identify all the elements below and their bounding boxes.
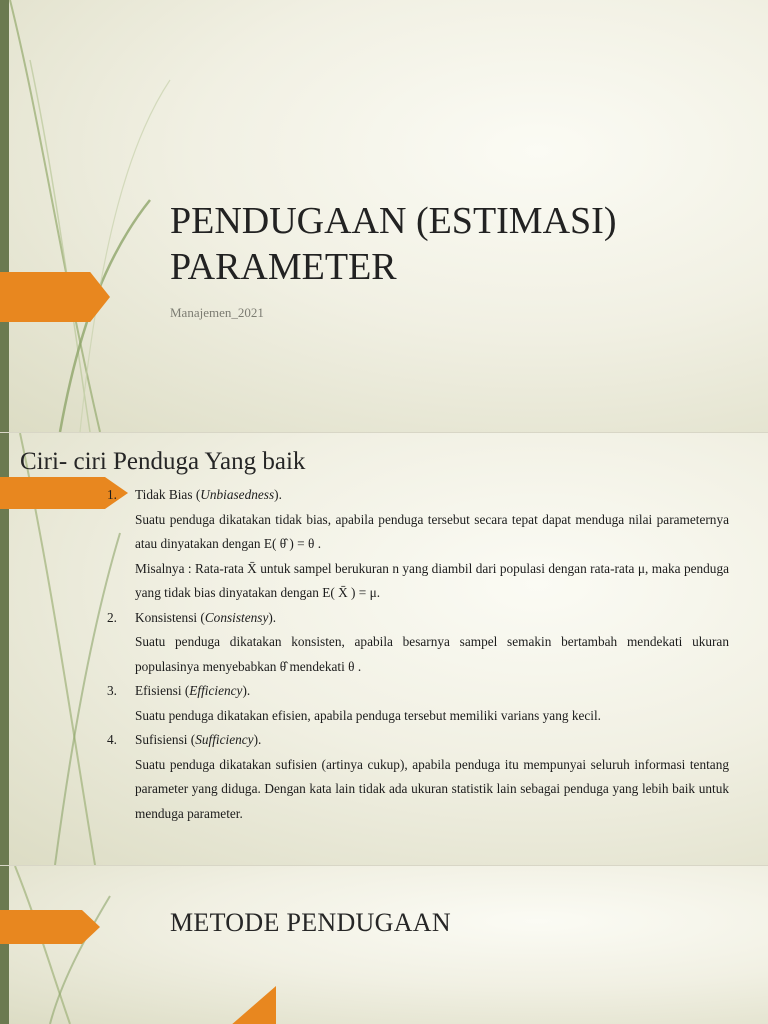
list-item [107, 606, 729, 631]
item-title-italic: Unbiasedness [200, 487, 275, 502]
item-title-end: ). [242, 683, 251, 698]
section-title: METODE PENDUGAAN [170, 908, 451, 937]
item-title-text: Tidak Bias ( [135, 487, 201, 502]
item-title [135, 606, 729, 631]
item-description: Suatu penduga dikatakan efisien, apabila penduga tersebut memiliki varians yang kecil. [135, 707, 601, 723]
list-item [107, 728, 729, 753]
item-title-end: ). [268, 609, 277, 625]
item-title-italic: Efficiency [189, 683, 243, 698]
item-description: Suatu penduga dikatakan sufisien (artinya cukup), apabila penduga itu mempunyai seluruh informasi tentang parameter yang diduga. Dengan kata lain tidak ada ukuran statistik lain sebagai penduga yang lebih baik untuk menduga parameter. [135, 756, 729, 821]
criteria-list [107, 483, 729, 826]
item-title [135, 483, 729, 508]
item-title-end: ). [253, 732, 262, 747]
item-title [135, 728, 729, 753]
orange-tab-marker [0, 272, 110, 322]
item-number: 1. [107, 487, 117, 502]
item-description: Suatu penduga dikatakan konsisten, apabila besarnya sampel semakin bertambah mendekati ukuran populasinya menyebabkan θ̂ mendekati θ . [135, 634, 729, 674]
content-slide [0, 433, 768, 865]
item-number: 3. [107, 683, 117, 698]
section-slide [0, 866, 768, 1024]
slide-title-line1: PENDUGAAN (ESTIMASI) [170, 200, 617, 242]
item-number: 4. [107, 732, 117, 747]
orange-tab-marker [0, 910, 100, 944]
list-item [107, 483, 729, 508]
item-description: Misalnya : Rata-rata X̄ untuk sampel berukuran n yang diambil dari populasi dengan rata-rata μ, maka penduga yang tidak bias dinyatakan dengan E( X̄ ) = μ. [135, 560, 729, 600]
item-title-italic: Consistensy [204, 609, 269, 625]
grass-decoration [0, 866, 200, 1024]
item-title-text: Konsistensi ( [135, 609, 205, 625]
item-title-text: Sufisiensi ( [135, 732, 196, 747]
orange-triangle-decoration [230, 986, 276, 1024]
title-slide [0, 0, 768, 432]
slide-subtitle: Manajemen_2021 [170, 305, 264, 320]
item-title-end: ). [274, 487, 282, 502]
slide-heading: Ciri- ciri Penduga Yang baik [20, 448, 306, 475]
item-number: 2. [107, 609, 117, 625]
item-title-italic: Sufficiency [195, 732, 254, 747]
item-description: Suatu penduga dikatakan tidak bias, apabila penduga tersebut secara tepat dapat menduga nilai parameternya atau dinyatakan dengan E( θ̂ ) = θ . [135, 511, 729, 551]
slide-title [170, 198, 730, 290]
item-title-text: Efisiensi ( [135, 683, 190, 698]
slide-title-line2: PARAMETER [170, 246, 397, 288]
list-item [107, 679, 729, 704]
item-title [135, 679, 729, 704]
